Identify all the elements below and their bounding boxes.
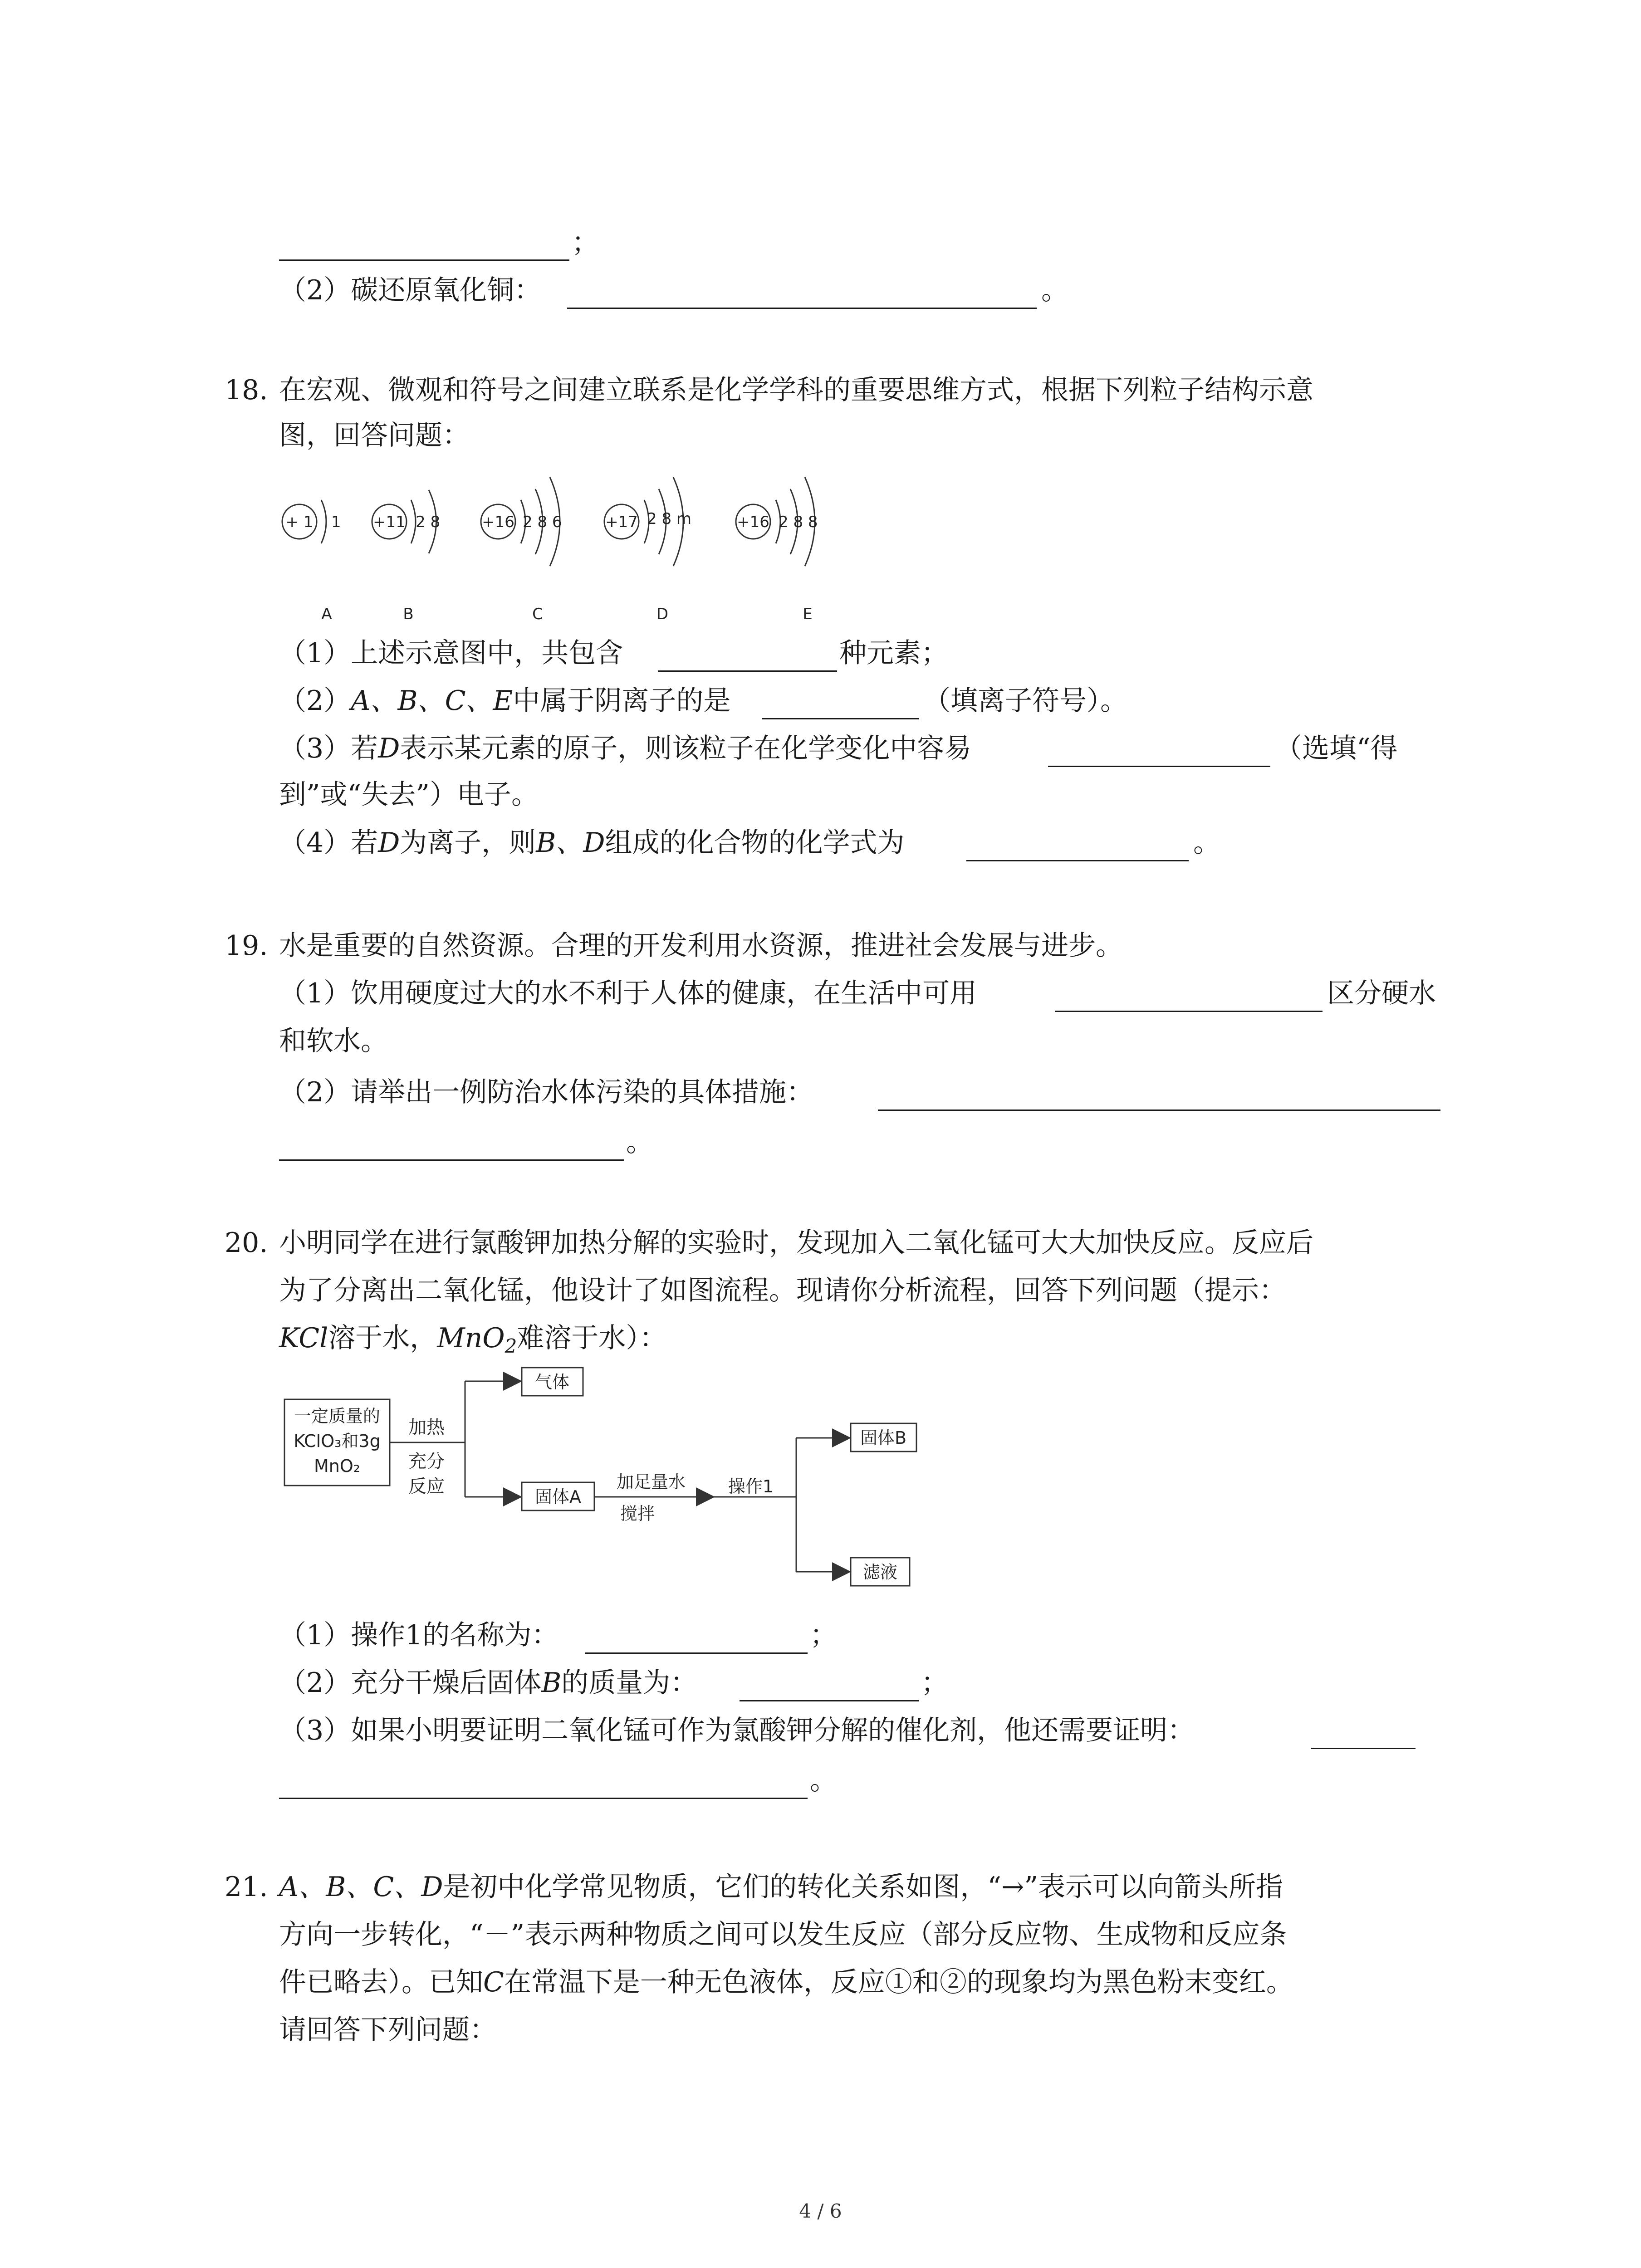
- question-part: 和软水。: [279, 1025, 388, 1057]
- text: 难溶于水）：: [517, 1322, 667, 1354]
- text: （4）若: [279, 827, 378, 859]
- question-part: [279, 730, 971, 767]
- particle-label: E: [803, 605, 813, 623]
- particle-b: [372, 490, 440, 623]
- react-label-1: 充分: [408, 1451, 445, 1472]
- question-stem: 在宏观、微观和符号之间建立联系是化学学科的重要思维方式，根据下列粒子结构示意: [279, 374, 1313, 406]
- text: 中属于阴离子的是: [513, 685, 731, 717]
- question-number: 20.: [225, 1227, 268, 1259]
- question-part: （2）碳还原氧化铜：: [279, 274, 542, 306]
- particle-label: B: [403, 605, 414, 623]
- particle-structure-diagram: [272, 458, 862, 626]
- shell-electrons: 1: [331, 513, 341, 531]
- start-label-1: 一定质量的: [294, 1406, 381, 1426]
- heat-label: 加热: [408, 1417, 445, 1438]
- particle-label: C: [532, 605, 543, 623]
- letter: B: [541, 1667, 562, 1699]
- shell-electrons: 2 8 m: [647, 510, 691, 528]
- react-label-2: 反应: [408, 1476, 445, 1497]
- stir-label: 搅拌: [620, 1504, 655, 1524]
- punctuation: ；: [810, 1619, 837, 1651]
- answer-blank[interactable]: [1311, 1748, 1416, 1749]
- question-stem: 小明同学在进行氯酸钾加热分解的实验时，发现加入二氧化锰可大大加快反应。反应后: [279, 1227, 1313, 1259]
- question-stem: 方向一步转化，“－”表示两种物质之间可以发生反应（部分反应物、生成物和反应条: [279, 1919, 1287, 1950]
- punctuation: 。: [1193, 827, 1220, 859]
- question-part: 区分硬水: [1327, 978, 1436, 1009]
- question-stem: 水是重要的自然资源。合理的开发利用水资源，推进社会发展与进步。: [279, 930, 1123, 962]
- question-part: [279, 635, 623, 671]
- answer-blank[interactable]: [1055, 1011, 1323, 1012]
- answer-blank[interactable]: [585, 1652, 808, 1654]
- answer-blank[interactable]: [966, 860, 1189, 861]
- solid-b-label: 固体B: [860, 1428, 907, 1448]
- text: （2）: [279, 685, 351, 717]
- text: （3）若: [279, 733, 378, 764]
- operation-1-label: 操作1: [728, 1476, 774, 1496]
- question-part: （选填“得: [1275, 733, 1398, 764]
- text: 是初中化学常见物质，它们的转化关系如图，“→”表示可以向箭头所指: [443, 1871, 1283, 1903]
- answer-blank[interactable]: [658, 670, 837, 672]
- nucleus-charge: +11: [373, 513, 406, 531]
- particle-c: [481, 477, 562, 623]
- answer-blank[interactable]: [762, 718, 919, 719]
- solid-b-box: [851, 1423, 916, 1452]
- question-part: （3）如果小明要证明二氧化锰可作为氯酸钾分解的催化剂，他还需要证明：: [279, 1715, 1195, 1746]
- punctuation: 。: [810, 1765, 837, 1796]
- text: 表示某元素的原子，则该粒子在化学变化中容易: [400, 733, 972, 764]
- letters: B、D: [536, 827, 605, 859]
- answer-blank[interactable]: [279, 1159, 624, 1161]
- answer-blank[interactable]: [279, 1798, 808, 1799]
- text: （2）充分干燥后固体: [279, 1667, 542, 1699]
- particle-d: [604, 477, 691, 623]
- solid-a-box: [522, 1482, 594, 1510]
- question-stem: 图，回答问题：: [279, 420, 470, 451]
- punctuation: 。: [1041, 274, 1068, 306]
- formula: MnO: [437, 1322, 505, 1354]
- answer-blank[interactable]: [567, 308, 1037, 309]
- particle-a: [282, 500, 341, 623]
- answer-blank[interactable]: [740, 1700, 919, 1701]
- formula: KCl: [279, 1322, 328, 1354]
- subscript: 2: [505, 1335, 517, 1357]
- question-part: 种元素；: [839, 637, 948, 669]
- text: 在常温下是一种无色液体，反应①和②的现象均为黑色粉末变红。: [504, 1966, 1293, 1998]
- question-part: （1）操作1的名称为：: [279, 1619, 559, 1651]
- filtrate-box: [851, 1558, 910, 1586]
- nucleus-charge: +16: [737, 513, 769, 531]
- answer-blank[interactable]: [878, 1110, 1440, 1111]
- punctuation: ；: [921, 1667, 948, 1699]
- add-water-label: 加足量水: [616, 1472, 686, 1492]
- text: 溶于水，: [328, 1322, 437, 1354]
- text: 组成的化合物的化学式为: [605, 827, 905, 859]
- answer-blank[interactable]: [279, 259, 569, 261]
- letters: A、B、C、E: [351, 685, 513, 717]
- question-stem: [279, 1964, 1293, 2000]
- question-part: （填离子符号）。: [923, 685, 1127, 717]
- page-number: 4 / 6: [799, 2200, 842, 2222]
- question-part: （1）饮用硬度过大的水不利于人体的健康，在生活中可用: [279, 978, 977, 1009]
- question-stem: 请回答下列问题：: [279, 2014, 497, 2046]
- question-number: 19.: [225, 930, 268, 962]
- start-label-3: MnO₂: [314, 1456, 361, 1476]
- text: 的质量为：: [561, 1667, 698, 1699]
- shell-electrons: 2 8 6: [523, 513, 562, 531]
- solid-a-label: 固体A: [535, 1487, 581, 1507]
- gas-label: 气体: [534, 1372, 570, 1392]
- answer-blank[interactable]: [1048, 766, 1270, 767]
- nucleus-charge: +17: [605, 513, 638, 531]
- separation-flowchart: [279, 1365, 960, 1601]
- question-part: [279, 825, 905, 861]
- question-number: 21.: [225, 1871, 268, 1903]
- letter: D: [378, 733, 400, 764]
- shell-electrons: 2 8: [416, 513, 441, 531]
- gas-box: [522, 1368, 583, 1396]
- punctuation: ；: [572, 227, 599, 259]
- text: 件已略去）。已知: [279, 1966, 483, 1998]
- nucleus-charge: +16: [482, 513, 514, 531]
- question-part: [279, 683, 730, 719]
- particle-e: [736, 477, 818, 623]
- shell-electrons: 2 8 8: [779, 513, 818, 531]
- question-part: 到”或“失去”）电子。: [279, 779, 539, 811]
- particle-label: D: [656, 605, 669, 623]
- question-stem: [279, 1869, 1283, 1905]
- text: 为离子，则: [400, 827, 536, 859]
- question-stem: 为了分离出二氧化锰，他设计了如图流程。现请你分析流程，回答下列问题（提示：: [279, 1275, 1286, 1306]
- text: （1）上述示意图中，共包含: [279, 637, 623, 669]
- letter: C: [483, 1966, 504, 1998]
- start-label-2: KClO₃和3g: [294, 1431, 381, 1451]
- letter: D: [378, 827, 400, 859]
- start-box: [284, 1399, 390, 1486]
- particle-label: A: [321, 605, 332, 623]
- letters: A、B、C、D: [279, 1871, 443, 1903]
- question-part: （2）请举出一例防治水体污染的具体措施：: [279, 1076, 814, 1108]
- filtrate-label: 滤液: [862, 1562, 898, 1582]
- nucleus-charge: + 1: [285, 513, 314, 531]
- punctuation: 。: [626, 1126, 653, 1158]
- question-part: [279, 1665, 697, 1701]
- question-stem: [279, 1320, 666, 1364]
- question-number: 18.: [225, 374, 268, 406]
